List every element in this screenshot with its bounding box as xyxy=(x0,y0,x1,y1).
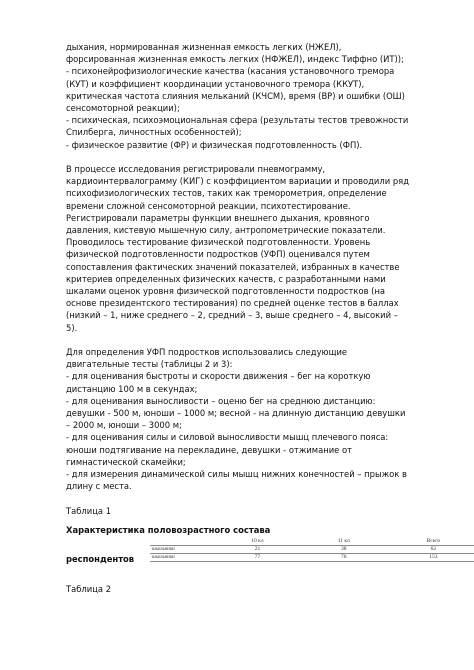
table-corner-cell xyxy=(150,538,214,546)
table-header-cell: Всего xyxy=(387,538,474,546)
table-header-cell: 11 кл xyxy=(301,538,387,546)
document-page xyxy=(66,41,441,595)
caption-gap xyxy=(66,517,411,523)
table-row xyxy=(150,545,474,553)
table-gap xyxy=(66,571,411,583)
table-cell: 153 xyxy=(387,553,474,561)
table-cell: 77 xyxy=(214,553,301,561)
table2-caption: Таблица 2 xyxy=(66,583,112,594)
table1-grid xyxy=(150,538,474,562)
table-cell: 76 xyxy=(301,553,387,561)
table1-row-label: респондентов xyxy=(66,553,135,564)
paragraph-indicators: дыхания, нормированная жизненная емкость легких (НЖЕЛ), форсированная жизненная емкость легких (НФЖЕЛ), индекс Тиффно (ИТ)); - психонейрофизиологические качества (касания установочного тремора (КУТ) и коэффициент координации установочного тремора (ККУТ), критическая частота слияния мельканий (КЧСМ), время (ВР) и ошибки (ОШ) сенсомоторной реакции); - психическая, психоэмоциональная сфера (результаты тестов тревожности Спилберга, личностных особенностей); - физическое развитие (ФР) и физическая подготовленность (ФП). xyxy=(66,42,409,150)
table-cell: 38 xyxy=(301,545,387,553)
paragraph-gap xyxy=(66,151,411,163)
table1-caption: Таблица 1 xyxy=(66,505,112,516)
table-cell: 21 xyxy=(214,545,301,553)
table-header-cell: 10 кл xyxy=(214,538,301,546)
paragraph-methods: В процессе исследования регистрировали пневмограмму, кардиоинтервалограмму (КИГ) с коэффициентом вариации и проводили ряд психофизиологических тестов, таких как треморометрия, определение времени сложной сенсомоторной реакции, психотестирование. Регистрировали параметры функции внешнего дыхания, кровяного давления, кистевую мышечную силу, антропометрические показатели. Проводилось тестирование физической подготовленности. Уровень физической подготовленности подростков (УФП) оценивался путем сопоставления фактических значений показателей, избранных в качестве критериев определенных физических качеств, с разработанными нами шкалами оценок уровня физической подготовленности подростков (на основе президентского тестирования) по средней оценке тестов в баллах (низкий – 1, ниже среднего – 2, средний – 3, выше среднего – 4, высокий – 5). xyxy=(66,164,409,333)
table-row-label: школьники xyxy=(150,545,214,553)
paragraph-gap xyxy=(66,492,411,504)
table-cell: 62 xyxy=(387,545,474,553)
paragraph-tests: Для определения УФП подростков использовались следующие двигательные тесты (таблицы 2 и 3): - для оценивания быстроты и скорости движения – бег на короткую дистанцию 100 м в секундах; - для оценивания выносливости – оценю бег на среднюю дистанцию: девушки - 500 м, юноши – 1000 м; весной - на длинную дистанцию девушки – 2000 м, юноши – 3000 м; - для оценивания силы и силовой выносливости мышц плечевого пояса: юноши подтягивание на перекладине, девушки - отжимание от гимнастической скамейки; - для измерения динамической силы мышц нижних конечностей – прыжок в длину с места. xyxy=(66,347,407,492)
table1-title: Характеристика половозрастного состава xyxy=(66,524,271,535)
table-row xyxy=(150,553,474,561)
table-row-label: школьники xyxy=(150,553,214,561)
paragraph-gap xyxy=(66,334,411,346)
table-header-row xyxy=(150,538,474,546)
table1 xyxy=(66,524,441,571)
